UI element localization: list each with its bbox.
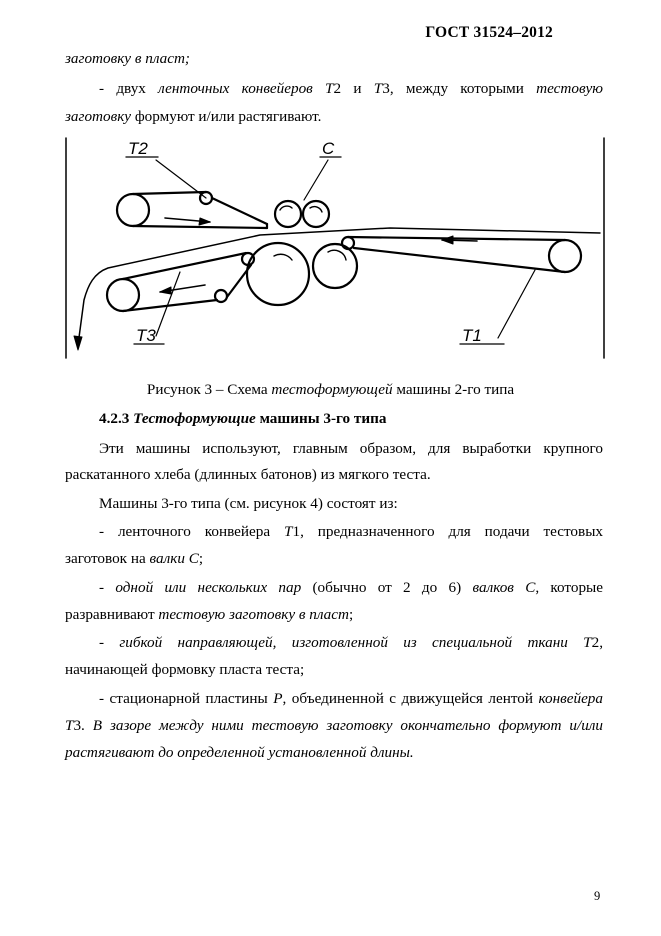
document-header: ГОСТ 31524–2012 [425,24,553,41]
text-line-1: заготовку в пласт; [65,50,190,67]
text-run: раскатанного хлеба (длинных батонов) из мягкого теста. [65,466,431,483]
text-run: - [99,579,116,596]
page-number: 9 [594,889,601,903]
text-run: конвейера [538,690,603,707]
conveyor-t2 [117,192,267,228]
rollers-main [247,243,357,305]
text-run: разравнивают [65,606,159,623]
paragraph-2 [99,495,637,513]
text-run: формуют и/или растягивают. [131,108,322,125]
text-run: тестовую [536,80,603,97]
section-heading [99,410,637,428]
text-run: Р [273,690,283,707]
text-run: заготовку [65,108,132,125]
text-run: валков С [472,579,536,596]
list-item-2-line-1 [99,579,603,597]
text-run: ; [348,606,354,623]
text-run: - ленточного конвейера [99,523,285,540]
text-run: Эти машины используют, главным образом, для выработки крупного [99,440,603,457]
dough-path [78,228,600,345]
text-run: Машины 3-го типа (см. рисунок 4) состоят из: [99,495,398,512]
text-run: Т [373,80,383,97]
text-run: 1, предназначенного для подачи тестовых [292,523,603,540]
paragraph-1-line-1 [99,440,603,458]
label-t1: T1 [462,326,482,345]
text-line-2 [99,80,603,98]
text-run: машины 3-го типа [255,410,387,427]
text-run: Т [284,523,293,540]
text-run: (обычно от 2 до 6) [301,579,473,596]
list-item-3-line-1 [99,634,603,652]
text-run: 2, [591,634,604,651]
label-c: C [322,139,335,158]
list-item-4-line-2 [65,717,603,735]
list-item-4-line-3 [65,744,603,762]
text-run: , объединенной с движущейся лентой [282,690,539,707]
text-run: заготовок на [65,550,150,567]
text-run: одной или нескольких пар [115,579,302,596]
text-line-3 [65,108,603,126]
text-run: Рисунок 3 – Схема [146,381,272,398]
text-run: тестовую заготовку в пласт [158,606,349,623]
conveyor-t3 [107,253,254,311]
text-run: 3, между которыми [382,80,537,97]
text-run: 4.2.3 [99,410,134,427]
text-run: ; [198,550,204,567]
text-run: - двух [99,80,159,97]
text-run: Тестоформующие [133,410,256,427]
text-run: растягивают до определенной установленной длины. [65,744,414,761]
text-run: тестоформующей [271,381,393,398]
figure-caption [0,381,661,399]
list-item-3-line-2 [65,661,603,679]
list-item-1-line-2 [65,550,603,568]
label-t2: T2 [128,139,148,158]
text-run: - стационарной пластины [99,690,274,707]
text-run: , которые [535,579,603,596]
text-run: начинающей формовку пласта теста; [65,661,305,678]
list-item-2-line-2 [65,606,603,624]
leader-c [304,160,328,200]
conveyor-t1 [342,236,581,272]
figure-3-diagram [60,130,610,362]
list-item-1-line-1 [99,523,603,541]
label-t3: T3 [136,326,156,345]
text-run: В зазоре между ними тестовую заготовку окончательно формуют и/или [92,717,604,734]
text-run: валки С [149,550,199,567]
text-run: 2 и [333,80,374,97]
text-run: машины 2-го типа [392,381,515,398]
text-run: ленточных конвейеров Т [158,80,334,97]
text-run: Т [65,717,74,734]
list-item-4-line-1 [99,690,603,708]
paragraph-1-line-2 [65,466,603,484]
text-run: гибкой направляющей, изготовленной из специальной ткани Т [119,634,592,651]
text-run: 3. [73,717,93,734]
leader-t1 [498,270,535,338]
rollers-c [275,201,329,227]
text-run: - [99,634,120,651]
